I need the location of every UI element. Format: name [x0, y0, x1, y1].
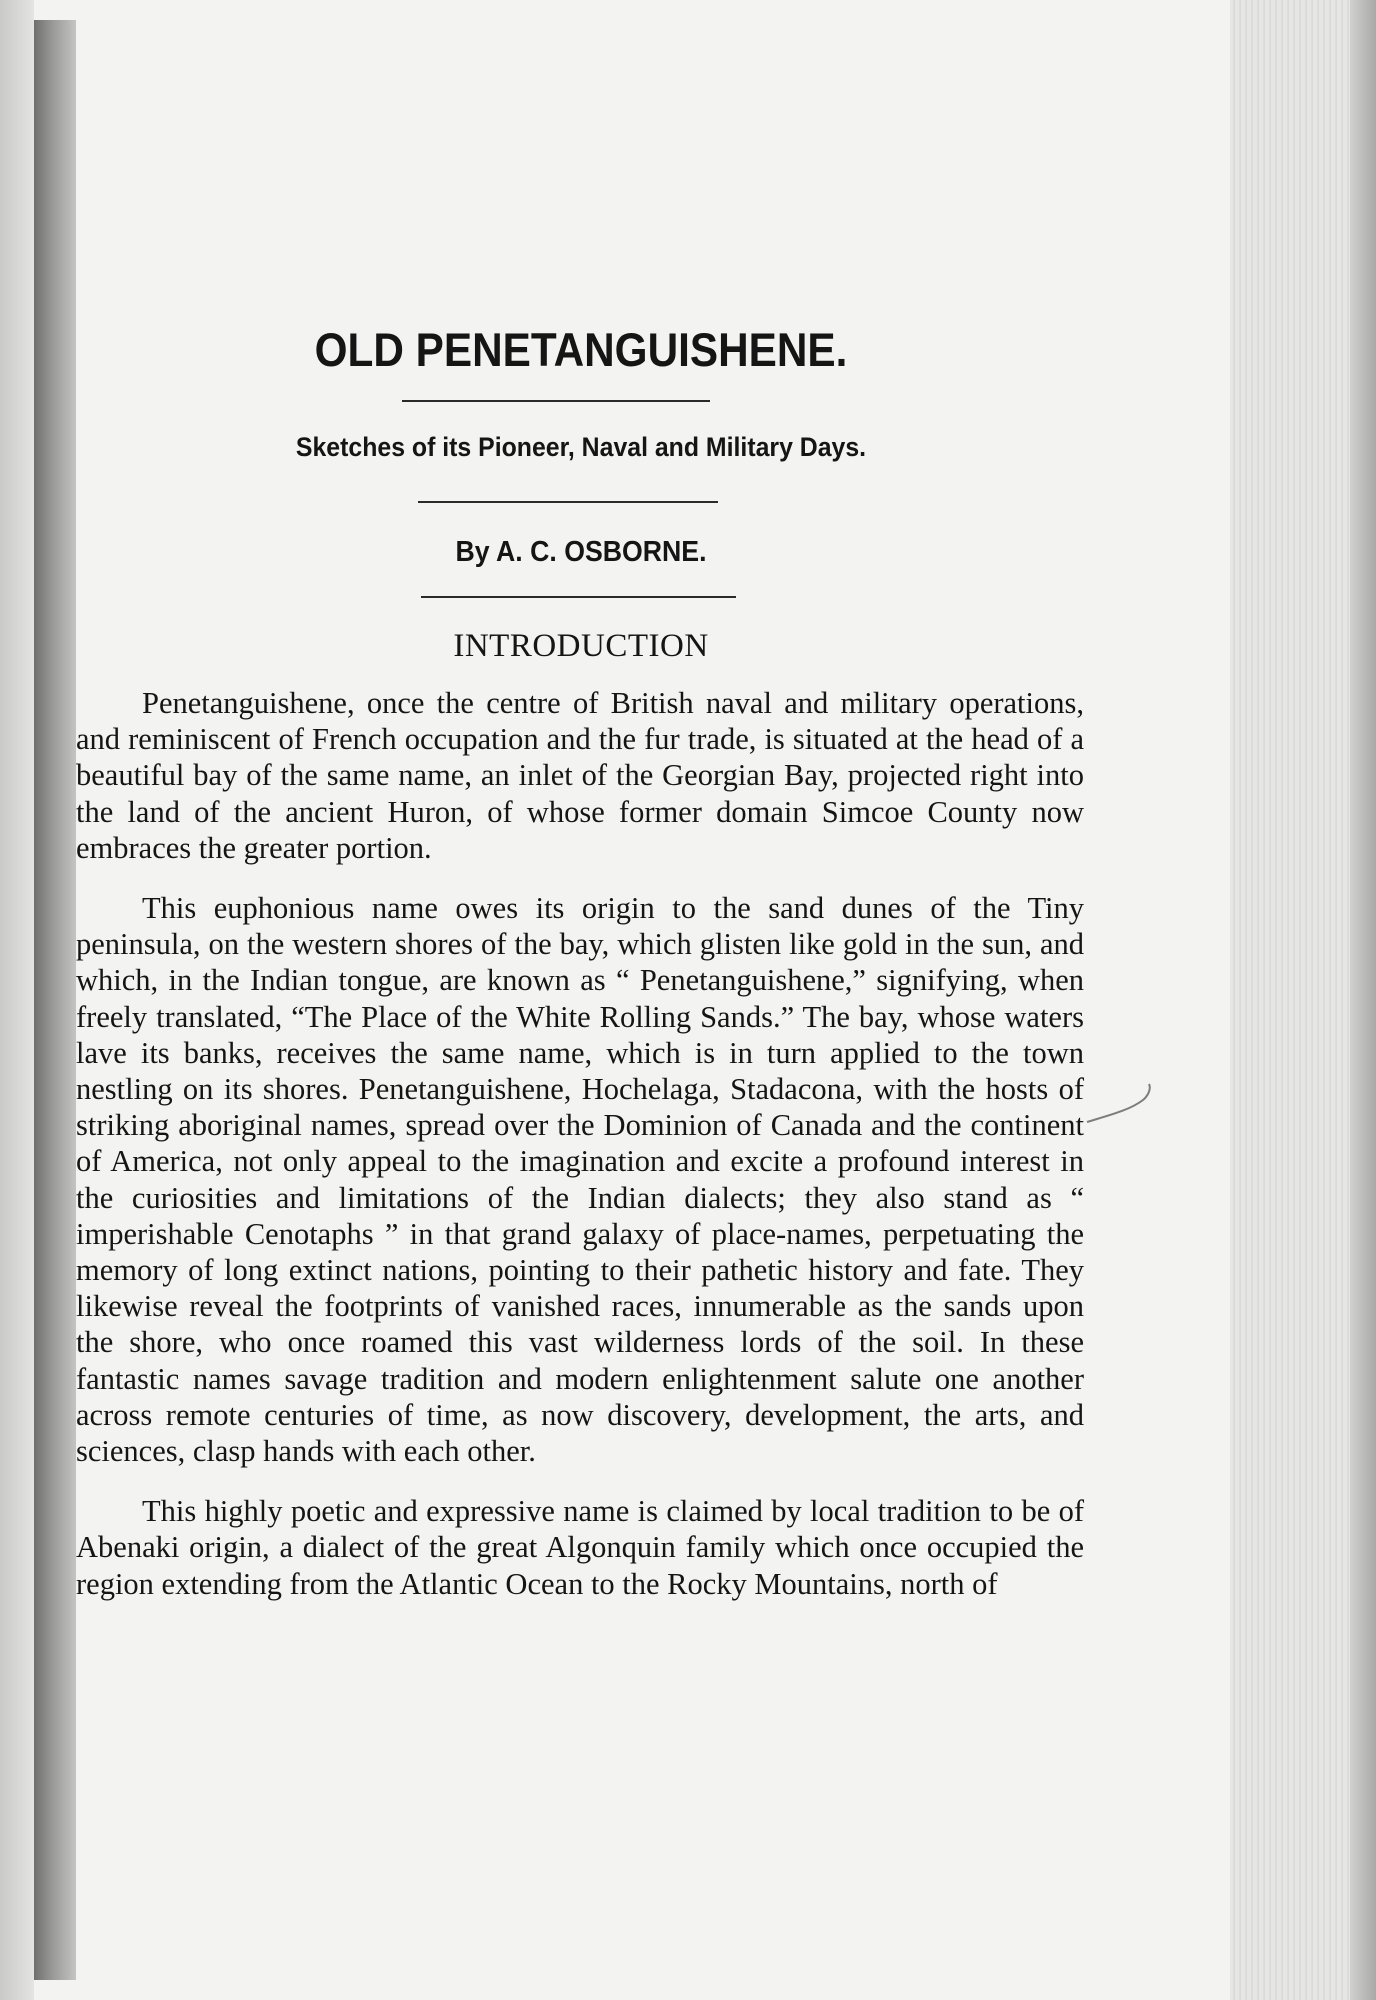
- paragraph-3: This highly poetic and expressive name is claimed by local tradition to be of Abenaki origin, a dialect of the great Algonquin family which once occupied the region extending from the Atlantic Ocean to the Rocky Mountains, north of: [76, 1494, 1084, 1601]
- title-rule: [402, 400, 710, 402]
- book-gutter: [34, 20, 76, 1980]
- pencil-mark: [1085, 1070, 1165, 1130]
- article-body: [76, 685, 1084, 1626]
- section-heading: INTRODUCTION: [453, 628, 709, 664]
- binding-shadow: [0, 0, 34, 2000]
- paragraph-1: Penetanguishene, once the centre of British naval and military operations, and reminiscent of French occupation and the fur trade, is situated at the head of a beautiful bay of the same name, an inlet of the Georgian Bay, projected right into the land of the ancient Huron, of whose former domain Simcoe County now embraces the greater portion.: [76, 686, 1084, 865]
- byline-rule: [421, 596, 736, 598]
- subtitle-rule: [418, 501, 718, 503]
- text-block: [76, 0, 1086, 2000]
- article-byline: By A. C. OSBORNE.: [455, 536, 707, 568]
- article-subtitle: Sketches of its Pioneer, Naval and Military Days.: [295, 432, 867, 462]
- page-edges: [1230, 0, 1376, 2000]
- paragraph-2: This euphonious name owes its origin to the sand dunes of the Tiny peninsula, on the western shores of the bay, which glisten like gold in the sun, and which, in the Indian tongue, are known as “ Penetanguishene,” signifying, when freely translated, “The Place of the White Rolling Sands.” The bay, whose waters lave its banks, receives the same name, which is in turn applied to the town nestling on its shores. Penetanguishene, Hochelaga, Stadacona, with the hosts of striking aboriginal names, spread over the Dominion of Canada and the continent of America, not only appeal to the imagination and excite a profound interest in the curiosities and limitations of the Indian dialects; they also stand as “ imperishable Cenotaphs ” in that grand galaxy of place-names, perpetuating the memory of long extinct nations, pointing to their pathetic history and fate. They likewise reveal the footprints of vanished races, innumerable as the sands upon the shore, who once roamed this vast wilderness lords of the soil. In these fantastic names savage tradition and modern enlightenment salute one another across remote centuries of time, as now discovery, development, the arts, and sciences, clasp hands with each other.: [76, 891, 1084, 1469]
- article-title: OLD PENETANGUISHENE.: [314, 323, 848, 376]
